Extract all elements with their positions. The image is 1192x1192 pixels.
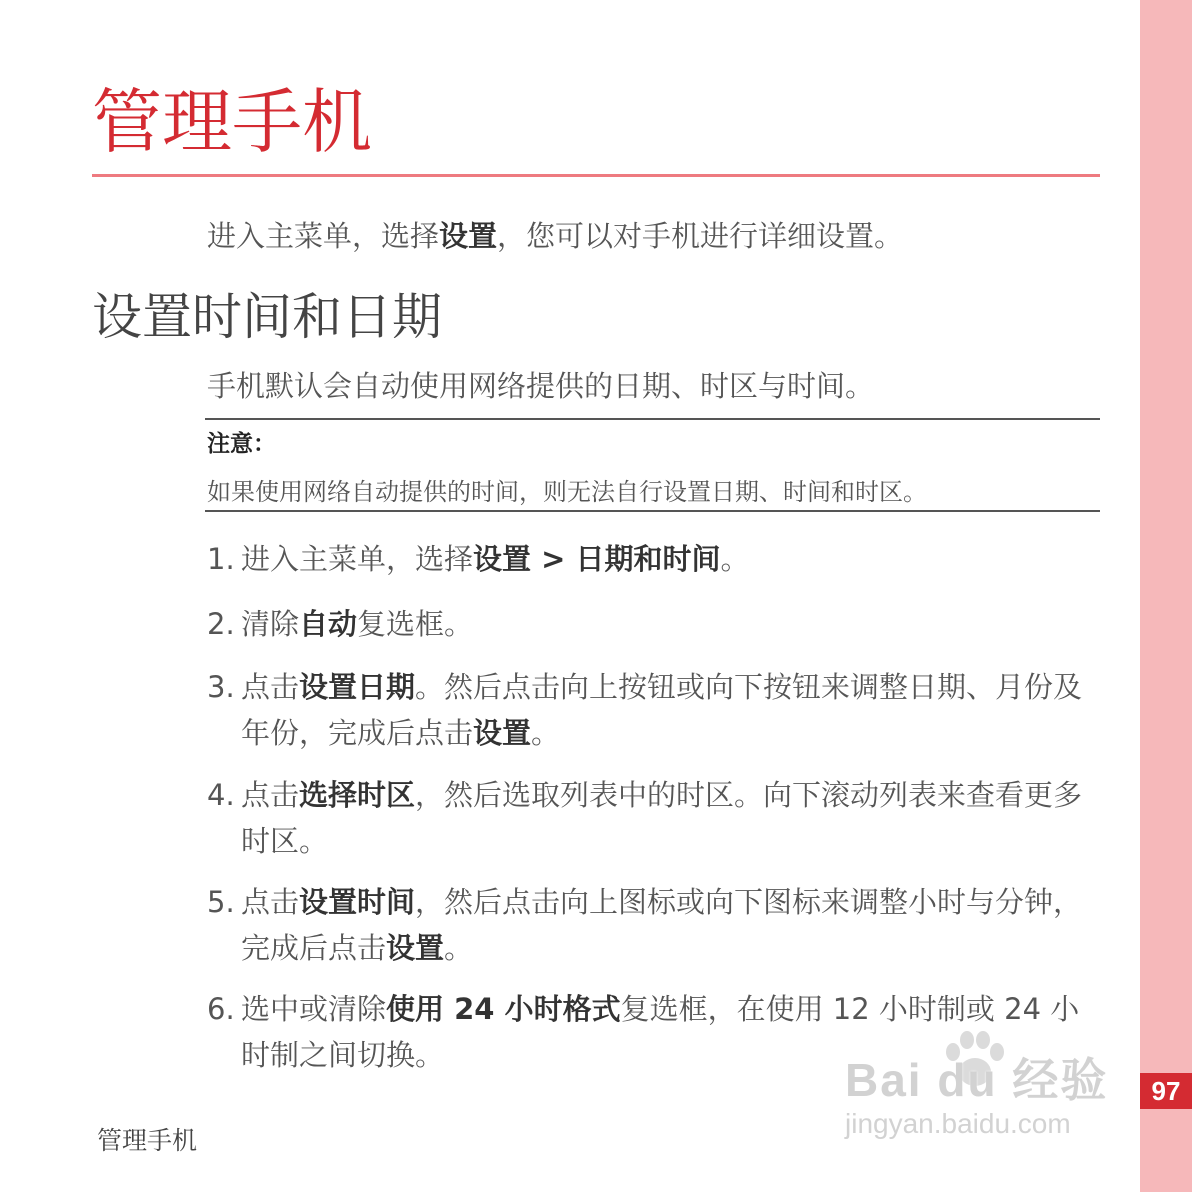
step-bold-term: 设置 > 日期和时间 <box>473 542 721 576</box>
step-number: 6. <box>207 992 235 1026</box>
step-text <box>241 879 1087 971</box>
step-number: 1. <box>207 542 235 576</box>
page-number: 97 <box>1140 1073 1192 1109</box>
intro-text-pre: 进入主菜单，选择 <box>207 219 440 253</box>
step-text-part: 。 <box>720 542 750 576</box>
step-text-part: 复选框，在使用 12 小时制或 24 小时制之间切换。 <box>241 992 1080 1072</box>
note-text: 如果使用网络自动提供的时间，则无法自行设置日期、时间和时区。 <box>207 478 927 506</box>
baidu-watermark <box>845 1030 1125 1150</box>
step-number: 2. <box>207 607 235 641</box>
watermark-url: jingyan.baidu.com <box>845 1108 1071 1139</box>
step-bold-term: 设置 <box>386 931 445 965</box>
note-box <box>205 418 1100 512</box>
intro-text-bold: 设置 <box>439 219 498 253</box>
step-text-part: 。 <box>531 716 561 750</box>
chapter-intro <box>207 214 903 255</box>
step-text-part: 进入主菜单，选择 <box>241 542 474 576</box>
intro-text-post: ，您可以对手机进行详细设置。 <box>497 219 904 253</box>
step-text-part: 点击 <box>241 670 300 704</box>
step-text <box>241 601 1087 647</box>
step-text-part: ，然后选取列表中的时区。向下滚动列表来查看更多时区。 <box>241 778 1083 858</box>
step-number: 3. <box>207 670 235 704</box>
chapter-divider <box>92 174 1100 177</box>
step-text-part: 清除 <box>241 607 300 641</box>
step-text-part: 选中或清除 <box>241 992 387 1026</box>
section-title: 设置时间和日期 <box>92 288 442 346</box>
step-bold-term: 选择时区 <box>299 778 416 812</box>
note-label: 注意： <box>207 431 276 457</box>
step-text-part: 。然后点击向上按钮或向下按钮来调整日期、月份及年份，完成后点击 <box>241 670 1083 750</box>
step-number: 5. <box>207 885 235 919</box>
chapter-title: 管理手机 <box>92 81 372 163</box>
step-bold-term: 使用 24 小时格式 <box>386 992 621 1026</box>
step-text <box>241 772 1087 864</box>
step-text-part: 点击 <box>241 778 300 812</box>
footer-section-name: 管理手机 <box>97 1126 198 1155</box>
step-text-part: 点击 <box>241 885 300 919</box>
step-text <box>241 536 1087 582</box>
step-text-part: 复选框。 <box>357 607 474 641</box>
step-bold-term: 设置时间 <box>299 885 416 919</box>
page-side-band <box>1140 0 1192 1192</box>
step-bold-term: 设置日期 <box>299 670 416 704</box>
step-number: 4. <box>207 778 235 812</box>
watermark-logo: Bai du 经验 <box>845 1054 1109 1106</box>
step-bold-term: 自动 <box>299 607 358 641</box>
step-text-part: 。 <box>444 931 474 965</box>
step-text <box>241 664 1087 756</box>
step-text-part: ，然后点击向上图标或向下图标来调整小时与分钟，完成后点击 <box>241 885 1083 965</box>
step-bold-term: 设置 <box>473 716 532 750</box>
section-intro: 手机默认会自动使用网络提供的日期、时区与时间。 <box>207 369 875 403</box>
